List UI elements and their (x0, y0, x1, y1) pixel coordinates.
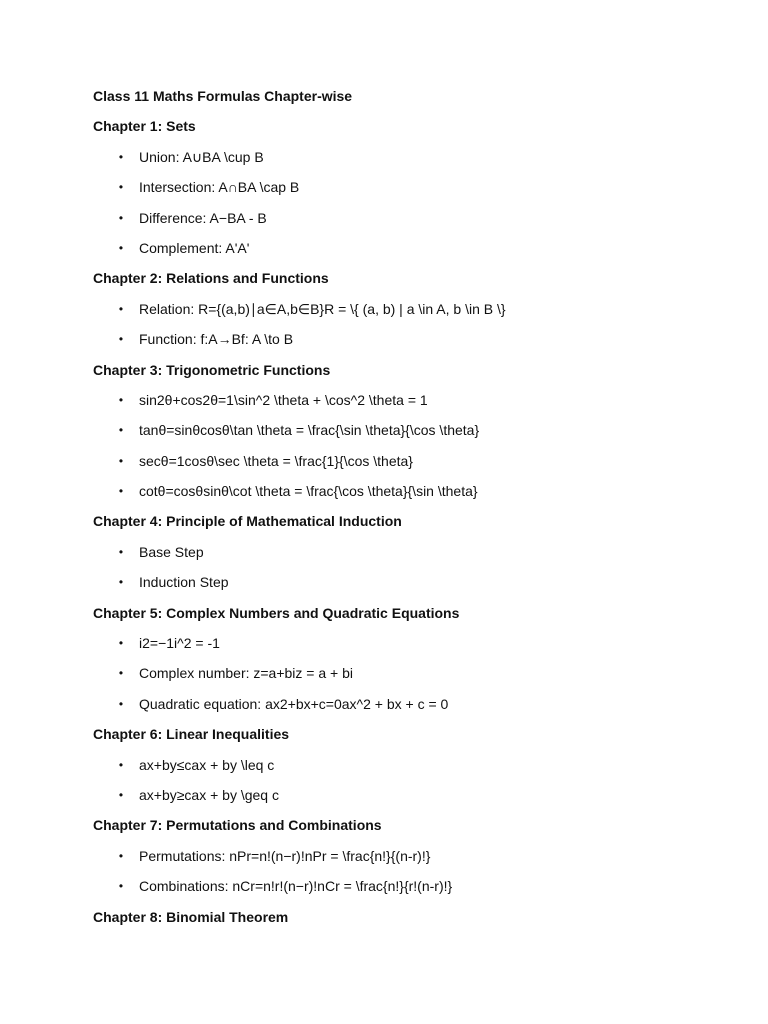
bullet-icon: • (118, 787, 124, 802)
formula-list (93, 390, 733, 501)
chapter-heading: Chapter 2: Relations and Functions (93, 270, 329, 287)
formula-list-item (93, 876, 733, 896)
bullet-icon: • (118, 757, 124, 772)
chapter-heading: Chapter 7: Permutations and Combinations (93, 817, 382, 834)
formula-text: ax+by≤cax + by \leq c (139, 756, 275, 773)
formula-text: Intersection: A∩BA \cap B (139, 179, 300, 196)
formula-text: tanθ=sinθcosθ\tan \theta = \frac{\sin \theta}{\cos \theta} (139, 422, 480, 439)
bullet-icon: • (118, 696, 124, 711)
formula-text: i2=−1i^2 = -1 (139, 635, 220, 652)
formula-list (93, 147, 733, 258)
bullet-icon: • (118, 301, 124, 316)
formula-text: Induction Step (139, 574, 229, 591)
bullet-icon: • (118, 636, 124, 651)
formula-list (93, 299, 733, 349)
bullet-icon: • (118, 848, 124, 863)
bullet-icon: • (118, 484, 124, 499)
formula-list-item (93, 208, 733, 228)
formula-text: Complex number: z=a+biz = a + bi (139, 665, 354, 682)
formula-list-item (93, 633, 733, 653)
bullet-icon: • (118, 392, 124, 407)
formula-list-item (93, 846, 733, 866)
formula-list-item (93, 329, 733, 349)
formula-text: Function: f:A→Bf: A \to B (139, 331, 294, 348)
formula-list-item (93, 542, 733, 562)
formula-list-item (93, 299, 733, 319)
formula-text: Base Step (139, 543, 204, 560)
bullet-icon: • (118, 180, 124, 195)
formula-list-item (93, 481, 733, 501)
bullet-icon: • (118, 575, 124, 590)
chapter-heading: Chapter 5: Complex Numbers and Quadratic Equations (93, 604, 460, 621)
formula-list-item (93, 694, 733, 714)
bullet-icon: • (118, 332, 124, 347)
chapter-heading: Chapter 4: Principle of Mathematical Induction (93, 513, 402, 530)
formula-list (93, 542, 733, 592)
formula-list-item (93, 420, 733, 440)
formula-list-item (93, 785, 733, 805)
formula-list (93, 633, 733, 714)
chapter-heading: Chapter 8: Binomial Theorem (93, 908, 289, 925)
bullet-icon: • (118, 423, 124, 438)
formula-list (93, 755, 733, 805)
document-page (93, 86, 733, 937)
formula-list-item (93, 572, 733, 592)
formula-text: ax+by≥cax + by \geq c (139, 786, 279, 803)
chapter-heading: Chapter 1: Sets (93, 118, 196, 135)
bullet-icon: • (118, 210, 124, 225)
formula-list-item (93, 390, 733, 410)
bullet-icon: • (118, 544, 124, 559)
formula-list-item (93, 755, 733, 775)
formula-list-item (93, 177, 733, 197)
chapter-heading: Chapter 6: Linear Inequalities (93, 726, 290, 743)
chapter-heading: Chapter 3: Trigonometric Functions (93, 361, 331, 378)
formula-text: sin2θ+cos2θ=1\sin^2 \theta + \cos^2 \theta = 1 (139, 391, 428, 408)
formula-text: Difference: A−BA - B (139, 209, 267, 226)
formula-text: Quadratic equation: ax2+bx+c=0ax^2 + bx + c = 0 (139, 695, 449, 712)
formula-text: Complement: A'A' (139, 239, 250, 256)
bullet-icon: • (118, 879, 124, 894)
document-title: Class 11 Maths Formulas Chapter-wise (93, 88, 353, 104)
formula-list (93, 846, 733, 896)
formula-list-item (93, 238, 733, 258)
formula-text: cotθ=cosθsinθ\cot \theta = \frac{\cos \theta}{\sin \theta} (139, 483, 478, 500)
bullet-icon: • (118, 666, 124, 681)
formula-text: Combinations: nCr=n!r!(n−r)!nCr = \frac{n!}{r!(n-r)!} (139, 878, 453, 895)
formula-text: Relation: R={(a,b)∣a∈A,b∈B}R = \{ (a, b) | a \in A, b \in B \} (139, 300, 506, 317)
formula-text: Permutations: nPr=n!(n−r)!nPr = \frac{n!}{(n-r)!} (139, 847, 431, 864)
bullet-icon: • (118, 149, 124, 164)
bullet-icon: • (118, 240, 124, 255)
bullet-icon: • (118, 453, 124, 468)
formula-list-item (93, 147, 733, 167)
formula-list-item (93, 663, 733, 683)
chapter-list (93, 116, 733, 926)
formula-text: secθ=1cosθ\sec \theta = \frac{1}{\cos \theta} (139, 452, 413, 469)
formula-list-item (93, 451, 733, 471)
formula-text: Union: A∪BA \cup B (139, 148, 264, 165)
